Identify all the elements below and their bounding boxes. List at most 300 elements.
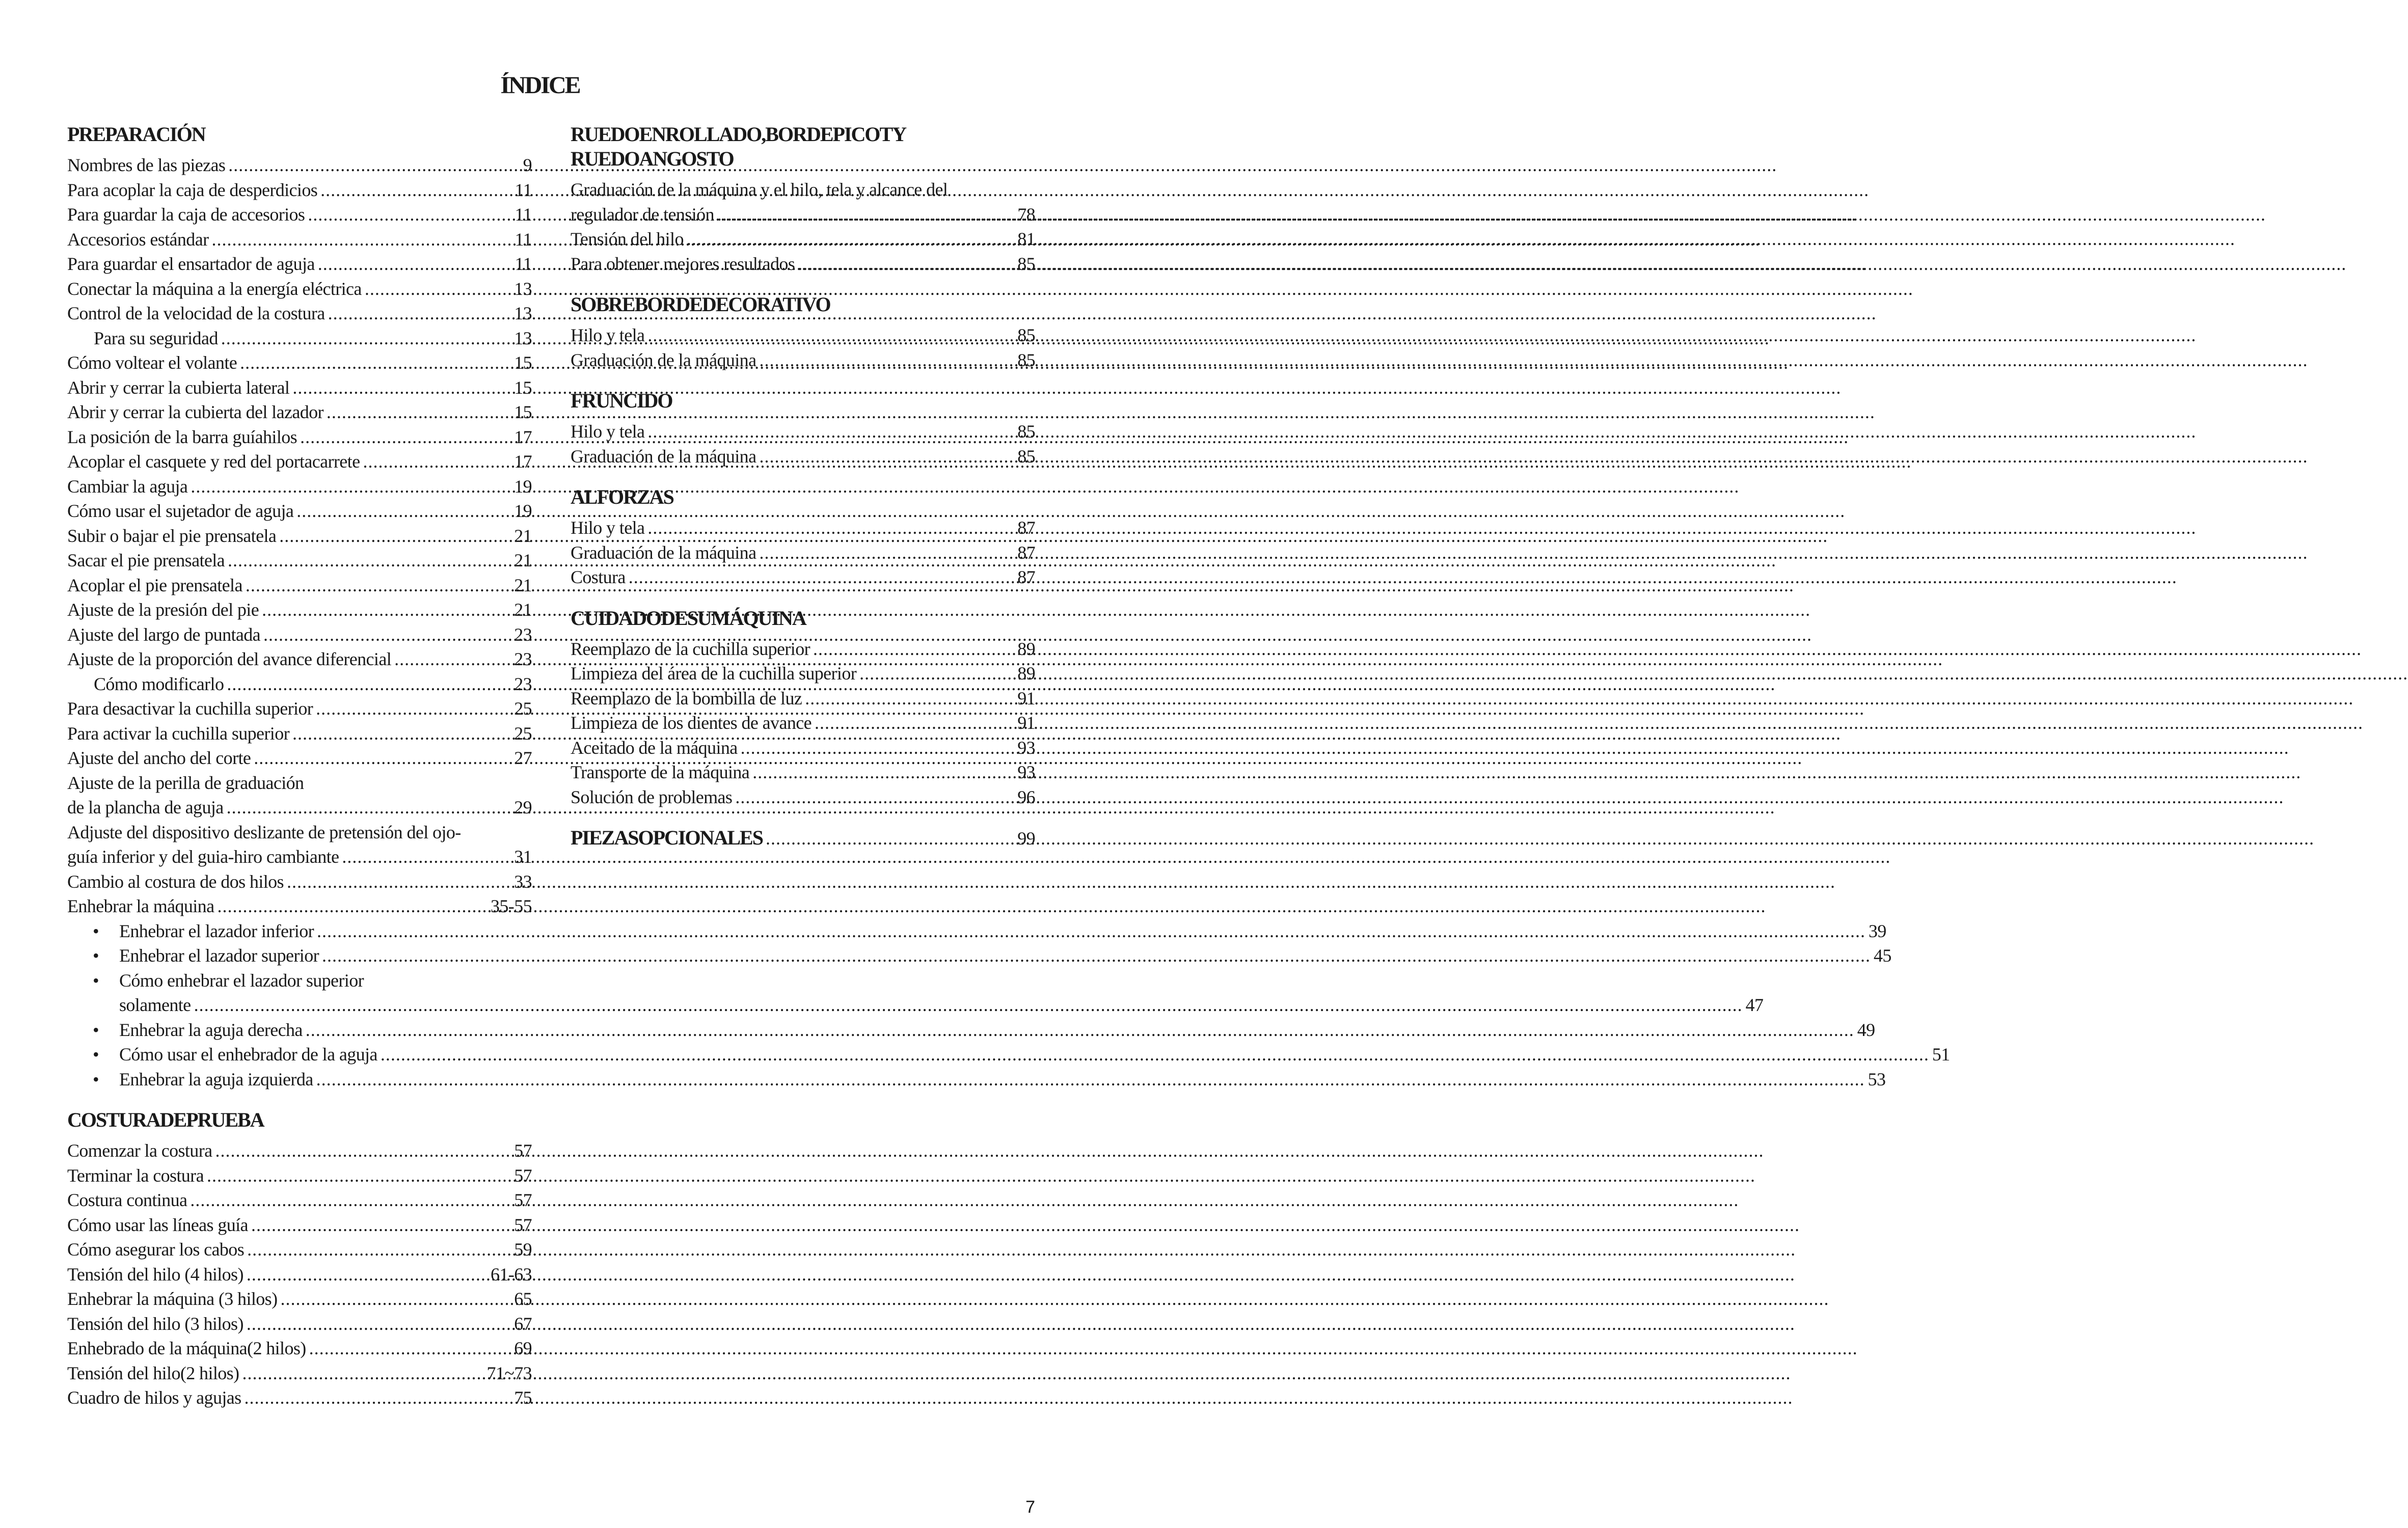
section-cuidado: [571, 606, 1035, 810]
leader-dots: [292, 375, 511, 400]
leader-dots: [247, 1237, 511, 1262]
toc-entry-label: Reemplazo de la cuchilla superior: [571, 638, 810, 659]
toc-entry-label: Para guardar la caja de accesorios: [67, 204, 305, 225]
bullet-icon: •: [93, 1019, 99, 1040]
leader-dots: [292, 721, 511, 746]
leader-dots: [217, 894, 488, 919]
toc-entry-label: Limpieza de los dientes de avance: [571, 713, 811, 733]
page-ref: 57: [514, 1190, 532, 1210]
section-heading: CUIDADODESUMÁQUINA: [571, 606, 806, 630]
toc-entry-label: Para desactivar la cuchilla superior: [67, 698, 313, 719]
page-ref: 85: [1017, 253, 1035, 274]
toc-entry-label: Sacar el pie prensatela: [67, 550, 225, 570]
leader-dots: [798, 252, 1014, 277]
toc-entry-label: Ajuste de la perilla de graduación: [67, 772, 304, 793]
leader-dots: [647, 515, 1014, 540]
toc-entry[interactable]: [571, 565, 1035, 590]
leader-dots: [227, 672, 511, 697]
toc-entry[interactable]: [571, 785, 1035, 810]
toc-entry[interactable]: [571, 419, 1035, 444]
toc-entry-label: Cambiar la aguja: [67, 476, 188, 497]
leader-dots: [647, 323, 1014, 348]
toc-entry-label: guía inferior y del guia-hiro cambiante: [67, 847, 339, 867]
toc-entry-label: Enhebrar el lazador superior: [119, 945, 319, 966]
toc-entry-label: Cómo modificarlo: [94, 673, 224, 694]
toc-entry[interactable]: [119, 943, 1891, 968]
toc-entry[interactable]: [67, 400, 532, 425]
page-ref: 29: [514, 797, 532, 817]
toc-entry-label: Terminar la costura: [67, 1165, 204, 1186]
leader-dots: [211, 227, 511, 252]
toc-entry-label: solamente: [119, 995, 191, 1015]
toc-entry[interactable]: [67, 178, 532, 203]
toc-entry-label: Enhebrado de la máquina(2 hilos): [67, 1338, 306, 1358]
leader-dots: [300, 425, 511, 450]
toc-entry-label: Ajuste del largo de puntada: [67, 624, 261, 645]
section-heading: FRUNCIDO: [571, 389, 672, 412]
toc-entry-label: Tensión del hilo (4 hilos): [67, 1264, 243, 1285]
toc-bullet-entry[interactable]: [67, 919, 1886, 944]
toc-list: [67, 153, 532, 919]
toc-entry-label: Ajuste de la presión del pie: [67, 599, 259, 620]
page-ref: 25: [514, 698, 532, 719]
section-heading-line2: RUEDOANGOSTO: [571, 147, 734, 170]
toc-entry[interactable]: [67, 277, 532, 302]
leader-dots: [227, 795, 511, 820]
toc-entry[interactable]: [67, 425, 532, 450]
toc-list: [67, 1138, 532, 1410]
leader-dots: [245, 1385, 511, 1410]
leader-dots: [328, 301, 511, 326]
toc-entry[interactable]: [571, 735, 1035, 760]
bullet-icon: •: [93, 1069, 99, 1089]
toc-bullet-entry[interactable]: [67, 1042, 1950, 1067]
toc-entry[interactable]: [571, 711, 1035, 735]
page-ref: 96: [1017, 786, 1035, 807]
toc-entry-label: Abrir y cerrar la cubierta del lazador: [67, 402, 323, 422]
toc-entry[interactable]: [67, 153, 532, 178]
leader-dots: [394, 647, 511, 672]
leader-dots: [251, 1213, 511, 1238]
page-ref: 21: [514, 550, 532, 570]
section-heading: ALFORZAS: [571, 485, 673, 508]
page-ref: 11: [515, 179, 532, 200]
leader-dots: [215, 1138, 511, 1163]
section-heading: PIEZASOPCIONALES: [571, 826, 763, 849]
toc-entry[interactable]: [67, 721, 532, 746]
toc-entry-label: Cómo usar el sujetador de aguja: [67, 501, 294, 521]
toc-entry[interactable]: [67, 1138, 532, 1163]
toc-entry[interactable]: [67, 869, 532, 894]
leader-dots: [647, 419, 1014, 444]
toc-entry-label: Para guardar el ensartador de aguja: [67, 254, 315, 274]
page-ref: 89: [1017, 663, 1035, 684]
page-ref: 87: [1017, 542, 1035, 563]
toc-entry-label: Graduación de la máquina: [571, 542, 756, 563]
toc-entry[interactable]: [67, 820, 532, 845]
leader-dots: [194, 993, 1743, 1018]
toc-entry[interactable]: [67, 844, 532, 869]
toc-bullet-list: [67, 919, 1950, 1092]
page-ref: 85: [1017, 325, 1035, 345]
bullet-body: [119, 919, 1886, 944]
bullet-icon: •: [93, 920, 99, 941]
toc-entry[interactable]: [571, 444, 1035, 469]
toc-entry-label: Acoplar el casquete y red del portacarrete: [67, 451, 360, 472]
toc-list: [571, 515, 1035, 590]
toc-list: [571, 202, 1035, 277]
toc-entry-piezas-opcionales[interactable]: [571, 826, 1035, 851]
section-heading: PREPARACIÓN: [67, 123, 205, 146]
section-heading: RUEDOENROLLADO,BORDEPICOTY: [571, 123, 906, 146]
toc-entry[interactable]: [67, 1163, 532, 1188]
toc-entry-label: Comenzar la costura: [67, 1140, 212, 1161]
toc-entry[interactable]: [67, 524, 532, 549]
page-ref: 61-63: [491, 1264, 532, 1285]
toc-entry[interactable]: [67, 1312, 532, 1336]
toc-entry-label: Costura continua: [67, 1190, 187, 1210]
leader-dots: [246, 573, 511, 598]
toc-entry-label: regulador de tensión: [571, 204, 714, 225]
toc-entry-label: Conectar la máquina a la energía eléctrica: [67, 278, 362, 299]
toc-entry-label: Hilo y tela: [571, 421, 645, 442]
toc-bullet-entry[interactable]: [67, 968, 1764, 1018]
page-ref: 21: [514, 575, 532, 595]
toc-entry[interactable]: [67, 696, 532, 721]
leader-dots: [629, 565, 1014, 590]
toc-entry[interactable]: [119, 919, 1886, 944]
page-ref: 89: [1017, 638, 1035, 659]
toc-entry[interactable]: [67, 597, 532, 622]
toc-list: [571, 419, 1035, 469]
leader-dots: [381, 1042, 1929, 1067]
toc-entry-label: Cambio al costura de dos hilos: [67, 871, 284, 892]
leader-dots: [735, 785, 1014, 810]
bullet-body: [119, 943, 1891, 968]
page-ref: 57: [514, 1140, 532, 1161]
toc-entry-label: Enhebrar la aguja derecha: [119, 1019, 303, 1040]
page-ref: 39: [1868, 920, 1886, 941]
page-ref: 13: [514, 303, 532, 323]
leader-dots: [306, 1018, 1854, 1043]
toc-entry[interactable]: [571, 348, 1035, 373]
bullet-icon: •: [93, 970, 99, 991]
leader-dots: [262, 597, 511, 622]
leader-dots: [221, 326, 511, 351]
leader-dots: [263, 622, 511, 647]
page-ref: 11: [515, 204, 532, 225]
section-heading: COSTURADEPRUEBA: [67, 1108, 264, 1131]
page-ref: 93: [1017, 737, 1035, 758]
bullet-icon: •: [93, 945, 99, 966]
toc-entry-label: Graduación de la máquina: [571, 446, 756, 467]
leader-dots: [317, 919, 1865, 944]
toc-entry-label: Hilo y tela: [571, 325, 645, 345]
toc-entry-label: Cuadro de hilos y agujas: [67, 1387, 241, 1408]
leader-dots: [228, 548, 511, 573]
page-ref: 59: [514, 1239, 532, 1260]
leader-dots: [327, 400, 511, 425]
page-ref: 81: [1017, 229, 1035, 249]
bullet-body: [119, 1042, 1950, 1067]
section-sobreborde-decorativo: [571, 292, 1035, 372]
leader-dots: [280, 1287, 511, 1312]
toc-entry[interactable]: [67, 474, 532, 499]
toc-entry[interactable]: [571, 323, 1035, 348]
leader-dots: [759, 540, 1014, 565]
toc-entry[interactable]: [67, 252, 532, 277]
toc-entry-label: Transporte de la máquina: [571, 762, 750, 782]
toc-entry[interactable]: [67, 1361, 532, 1386]
leader-dots: [365, 277, 511, 302]
bullet-icon: •: [93, 1044, 99, 1065]
page-ref: 23: [514, 624, 532, 645]
toc-entry-label: Cómo asegurar los cabos: [67, 1239, 245, 1260]
toc-entry-label: Adjuste del dispositivo deslizante de pretensión del ojo-: [67, 822, 461, 842]
page-ref: 87: [1017, 567, 1035, 587]
toc-entry-label: Aceitado de la máquina: [571, 737, 738, 758]
toc-entry-label: Solución de problemas: [571, 786, 733, 807]
toc-entry-label: Control de la velocidad de la costura: [67, 303, 325, 323]
toc-entry-label: de la plancha de aguja: [67, 797, 224, 817]
page-ref: 87: [1017, 517, 1035, 538]
page-ref: 11: [515, 229, 532, 250]
leader-dots: [752, 760, 1014, 785]
toc-entry[interactable]: [67, 1385, 532, 1410]
page-ref: 27: [514, 748, 532, 768]
toc-entry[interactable]: [67, 746, 532, 771]
toc-entry-label: Reemplazo de la bombilla de luz: [571, 688, 802, 708]
page-ref: 91: [1017, 688, 1035, 708]
toc-entry-label: Hilo y tela: [571, 517, 645, 538]
leader-dots: [279, 524, 511, 549]
section-ruedo-enrollado: [571, 122, 1035, 276]
toc-entry-text: Graduación de la máquina y el hilo, tela y alcance del: [571, 179, 948, 200]
toc-entry[interactable]: [119, 993, 1763, 1018]
toc-entry-label: Cómo enhebrar el lazador superior: [119, 970, 364, 991]
toc-entry[interactable]: [67, 1336, 532, 1361]
leader-dots: [309, 1336, 511, 1361]
page-ref: 35-55: [491, 896, 532, 916]
section-costura-de-prueba: [67, 1108, 532, 1410]
toc-entry-label: Limpieza del área de la cuchilla superior: [571, 663, 857, 684]
page-ref: 33: [514, 871, 532, 892]
page-ref: 71~73: [486, 1362, 532, 1383]
toc-entry-label: Enhebrar la aguja izquierda: [119, 1069, 313, 1089]
toc-bullet-entry[interactable]: [67, 1067, 1886, 1092]
page-ref: 65: [514, 1289, 532, 1309]
page-number: 7: [1025, 1497, 1035, 1517]
toc-entry[interactable]: [67, 795, 532, 820]
page-ref: 47: [1745, 995, 1764, 1015]
toc-entry-label: Tensión del hilo (3 hilos): [67, 1313, 243, 1334]
toc-entry[interactable]: [67, 375, 532, 400]
page-ref: 85: [1017, 349, 1035, 370]
leader-dots: [342, 844, 511, 869]
page-ref: 57: [514, 1165, 532, 1186]
page-ref: 78: [1017, 204, 1035, 225]
page-ref: 15: [514, 377, 532, 398]
leader-dots: [190, 1188, 511, 1213]
toc-entry[interactable]: [571, 760, 1035, 785]
toc-entry-label: Accesorios estándar: [67, 229, 209, 250]
leader-dots: [316, 1067, 1865, 1092]
toc-entry[interactable]: [119, 1067, 1885, 1092]
toc-entry-label: Ajuste de la proporción del avance diferencial: [67, 649, 392, 669]
toc-entry[interactable]: [67, 647, 532, 672]
bullet-body: [119, 1067, 1885, 1092]
page-ref: 15: [514, 352, 532, 373]
toc-entry[interactable]: [67, 672, 532, 697]
page-ref: 21: [514, 525, 532, 546]
bullet-body: [119, 968, 1763, 1018]
toc-entry-label: Nombres de las piezas: [67, 155, 226, 175]
leader-dots: [296, 499, 511, 524]
toc-entry[interactable]: [67, 1213, 532, 1238]
toc-entry-label: Para acoplar la caja de desperdicios: [67, 179, 318, 200]
leader-dots: [859, 661, 1014, 686]
toc-entry-label: Graduación de la máquina: [571, 349, 756, 370]
toc-entry[interactable]: [67, 771, 532, 796]
toc-entry-label: Enhebrar el lazador inferior: [119, 920, 314, 941]
page-ref: 53: [1868, 1069, 1886, 1089]
toc-bullet-entry[interactable]: [67, 943, 1891, 968]
page-ref: 45: [1874, 945, 1891, 966]
leader-dots: [254, 746, 511, 771]
section-alforzas: [571, 485, 1035, 590]
page-ref: 11: [515, 254, 532, 274]
toc-entry[interactable]: [571, 686, 1035, 711]
leader-dots: [363, 449, 511, 474]
page-ref: 75: [514, 1387, 532, 1408]
toc-entry[interactable]: [67, 301, 532, 326]
leader-dots: [228, 153, 520, 178]
toc-bullet-entry[interactable]: [67, 1018, 1875, 1043]
toc-entry[interactable]: [67, 1237, 532, 1262]
toc-entry-label: Acoplar el pie prensatela: [67, 575, 242, 595]
page-ref: 85: [1017, 446, 1035, 467]
leader-dots: [759, 444, 1014, 469]
toc-entry-label: Cómo usar el enhebrador de la aguja: [119, 1044, 377, 1065]
leader-dots: [766, 826, 1014, 851]
toc-list: [571, 637, 1035, 810]
toc-entry[interactable]: [67, 573, 532, 598]
page-ref: 93: [1017, 762, 1035, 782]
toc-entry-label: Costura: [571, 567, 626, 587]
leader-dots: [813, 637, 1014, 662]
leader-dots: [759, 348, 1014, 373]
page-ref: 9: [523, 155, 532, 175]
toc-entry[interactable]: [67, 350, 532, 375]
page-ref: 17: [514, 426, 532, 447]
section-heading: SOBREBORDEDECORATIVO: [571, 293, 830, 316]
toc-entry-label: Cómo voltear el volante: [67, 352, 237, 373]
leader-dots: [207, 1163, 511, 1188]
toc-entry[interactable]: [67, 499, 532, 524]
toc-entry[interactable]: [571, 227, 1035, 252]
toc-entry[interactable]: [67, 1188, 532, 1213]
page-ref: 23: [514, 649, 532, 669]
leader-dots: [308, 202, 511, 227]
page-ref: 13: [514, 278, 532, 299]
toc-entry-label: Enhebrar la máquina (3 hilos): [67, 1289, 278, 1309]
leader-dots: [815, 711, 1014, 735]
page-ref: 19: [514, 476, 532, 497]
toc-entry-label: Para su seguridad: [94, 328, 218, 348]
leader-dots: [741, 735, 1015, 760]
leader-dots: [320, 178, 511, 203]
right-column: [571, 122, 1035, 851]
page-ref: 17: [514, 451, 532, 472]
page-ref: 69: [514, 1338, 532, 1358]
page-ref: 19: [514, 501, 532, 521]
leader-dots: [242, 1361, 483, 1386]
leader-dots: [316, 696, 511, 721]
page-ref: 15: [514, 402, 532, 422]
leader-dots: [240, 350, 511, 375]
page-ref: 13: [514, 328, 532, 348]
toc-entry[interactable]: [67, 548, 532, 573]
page-ref: 51: [1932, 1044, 1950, 1065]
section-fruncido: [571, 389, 1035, 469]
bullet-body: [119, 1018, 1875, 1043]
leader-dots: [687, 227, 1014, 252]
toc-entry-label: Abrir y cerrar la cubierta lateral: [67, 377, 290, 398]
leader-dots: [247, 1262, 488, 1287]
leader-dots: [287, 869, 511, 894]
page-ref: 67: [514, 1313, 532, 1334]
leader-dots: [318, 252, 512, 277]
toc-entry-label: Para obtener mejores resultados: [571, 253, 795, 274]
page-ref: 49: [1857, 1019, 1875, 1040]
toc-entry[interactable]: [67, 1262, 532, 1287]
leader-dots: [247, 1312, 511, 1336]
page-ref: 21: [514, 599, 532, 620]
page-ref: 99: [1017, 828, 1035, 849]
toc-entry[interactable]: [571, 252, 1035, 277]
toc-entry[interactable]: [67, 894, 532, 919]
toc-entry-label: La posición de la barra guíahilos: [67, 426, 297, 447]
toc-list: [571, 323, 1035, 372]
toc-entry[interactable]: [67, 326, 532, 351]
toc-entry-label: Ajuste del ancho del corte: [67, 748, 251, 768]
toc-entry[interactable]: [67, 227, 532, 252]
toc-entry-label: Subir o bajar el pie prensatela: [67, 525, 277, 546]
page-ref: 25: [514, 723, 532, 744]
toc-entry[interactable]: [119, 1018, 1875, 1043]
toc-entry[interactable]: [119, 1042, 1950, 1067]
toc-entry[interactable]: [67, 449, 532, 474]
toc-entry-label: Tensión del hilo: [571, 229, 684, 249]
toc-entry[interactable]: [571, 540, 1035, 565]
page-ref: 23: [514, 673, 532, 694]
toc-entry[interactable]: [571, 637, 1035, 662]
page-title: ÍNDICE: [500, 72, 580, 99]
toc-entry[interactable]: [571, 202, 1035, 227]
toc-entry[interactable]: [571, 661, 1035, 686]
leader-dots: [191, 474, 511, 499]
toc-entry-label: Cómo usar las líneas guía: [67, 1214, 248, 1235]
toc-entry-label: Para activar la cuchilla superior: [67, 723, 289, 744]
toc-entry[interactable]: [67, 622, 532, 647]
page-ref: 91: [1017, 713, 1035, 733]
toc-entry[interactable]: [67, 202, 532, 227]
toc-entry[interactable]: [67, 1287, 532, 1312]
leader-dots: [322, 943, 1871, 968]
page-ref: 31: [514, 847, 532, 867]
toc-entry-label: Tensión del hilo(2 hilos): [67, 1362, 239, 1383]
toc-entry[interactable]: [571, 515, 1035, 540]
